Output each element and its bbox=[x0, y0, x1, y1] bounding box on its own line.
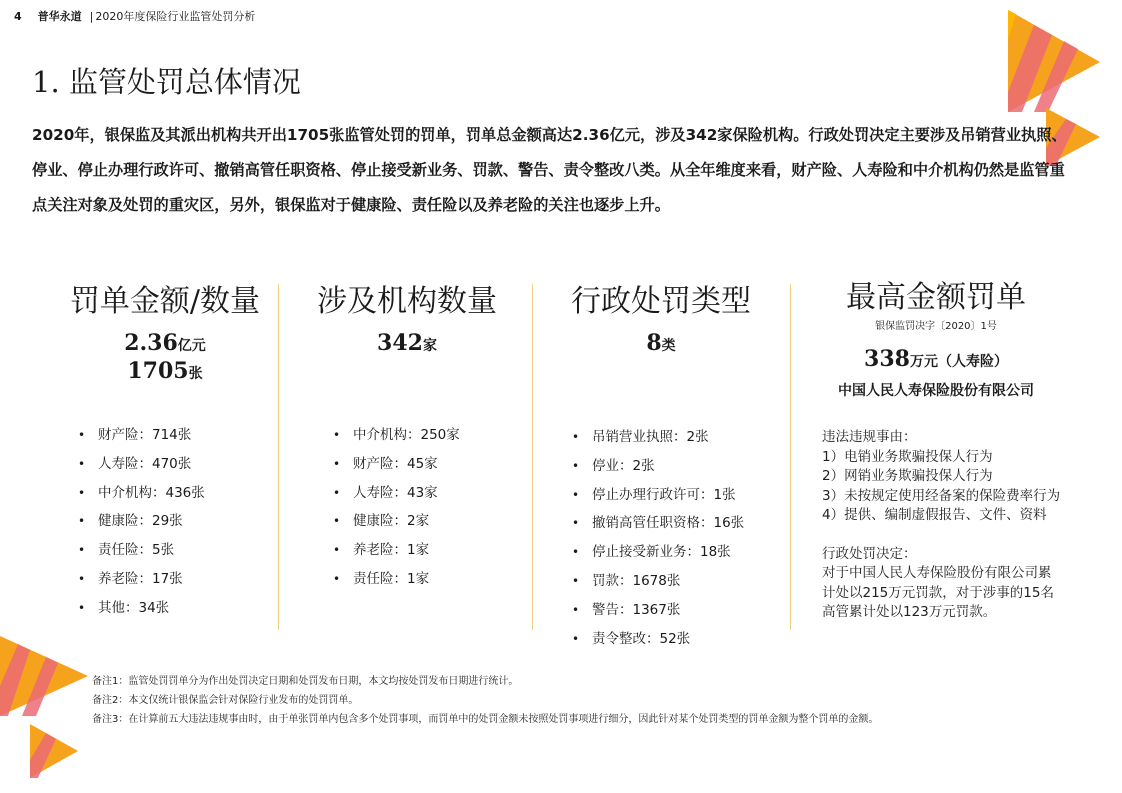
violations-heading: 违法违规事由： bbox=[822, 429, 917, 445]
violations-block bbox=[822, 428, 1062, 623]
list-item: • 罚款：1678张 bbox=[572, 567, 744, 596]
fines-count-value: 1705 bbox=[127, 358, 189, 384]
list-item: • 责任险：1家 bbox=[333, 565, 460, 594]
list-item: • 警告：1367张 bbox=[572, 596, 744, 625]
list-item: • 责任险：5张 bbox=[78, 536, 205, 565]
list-item: • 中介机构：436张 bbox=[78, 479, 205, 508]
footnote: 备注3：在计算前五大违法违规事由时，由于单张罚单内包含多个处罚事项，而罚单中的处罚金额未按照处罚事项进行细分，因此针对某个处罚类型的罚单金额为整个罚单的金额。 bbox=[92, 714, 879, 725]
decision-number: 银保监罚决字〔2020〕1号 bbox=[875, 321, 997, 332]
fines-amount-unit: 亿元 bbox=[177, 338, 206, 354]
list-item: • 人寿险：470张 bbox=[78, 450, 205, 479]
types-count-value: 8 bbox=[646, 330, 662, 356]
violation-item: 1）电销业务欺骗投保人行为 bbox=[822, 448, 993, 465]
max-fine-amount-unit: 万元（人寿险） bbox=[909, 354, 1008, 370]
list-item: • 停止办理行政许可：1张 bbox=[572, 481, 744, 510]
column-divider bbox=[278, 284, 279, 630]
column-divider bbox=[790, 284, 791, 630]
list-item: • 停业：2张 bbox=[572, 452, 744, 481]
decorative-triangle-bottom-left bbox=[0, 636, 92, 716]
decorative-triangle-top-right bbox=[1008, 10, 1104, 112]
footnote: 备注2：本文仅统计银保监会针对保险行业发布的处罚罚单。 bbox=[92, 695, 359, 706]
institutions-count-unit: 家 bbox=[422, 338, 437, 354]
list-item: • 其他：34张 bbox=[78, 594, 205, 623]
types-count-unit: 类 bbox=[661, 338, 676, 354]
fines-count bbox=[58, 358, 272, 384]
decision-heading: 行政处罚决定： bbox=[822, 545, 917, 562]
footnotes bbox=[92, 672, 878, 729]
list-item: • 养老险：1家 bbox=[333, 536, 460, 565]
max-fine-title: 最高金额罚单 bbox=[846, 280, 1026, 315]
header-separator: | bbox=[89, 9, 94, 23]
types-count bbox=[554, 330, 768, 356]
fines-list bbox=[78, 421, 205, 623]
page-number: 4 bbox=[14, 9, 22, 23]
violation-item: 4）提供、编制虚假报告、文件、资料 bbox=[822, 507, 1047, 523]
types-title: 行政处罚类型 bbox=[571, 284, 751, 319]
institutions-title: 涉及机构数量 bbox=[317, 284, 497, 319]
violation-item: 3）未按规定使用经备案的保险费率行为 bbox=[822, 487, 1061, 504]
types-column bbox=[554, 276, 768, 356]
types-list bbox=[572, 423, 744, 653]
list-item: • 中介机构：250家 bbox=[333, 421, 460, 450]
fines-amount bbox=[58, 330, 272, 356]
list-item: • 养老险：17张 bbox=[78, 565, 205, 594]
list-item: • 健康险：2家 bbox=[333, 507, 460, 536]
decorative-triangle-bottom-small bbox=[30, 724, 80, 778]
footnote: 备注1：监管处罚罚单分为作出处罚决定日期和处罚发布日期，本文均按处罚发布日期进行统计。 bbox=[92, 676, 519, 687]
column-divider bbox=[532, 284, 533, 630]
list-item: • 财产险：714张 bbox=[78, 421, 205, 450]
list-item: • 吊销营业执照：2张 bbox=[572, 423, 744, 452]
list-item: • 责令整改：52张 bbox=[572, 625, 744, 654]
list-item: • 撤销高管任职资格：16张 bbox=[572, 509, 744, 538]
brand-name: 普华永道 bbox=[37, 10, 82, 23]
fines-column bbox=[58, 276, 272, 384]
fines-amount-value: 2.36 bbox=[124, 330, 178, 356]
max-fine-amount bbox=[820, 346, 1052, 372]
decision-text: 对于中国人民人寿保险股份有限公司累计处以215万元罚款，对于涉事的15名高管累计处以123万元罚款。 bbox=[822, 565, 1054, 620]
page-header bbox=[14, 8, 255, 24]
violation-item: 2）网销业务欺骗投保人行为 bbox=[822, 468, 993, 484]
max-fine-amount-value: 338 bbox=[864, 346, 910, 372]
institutions-list bbox=[333, 421, 460, 594]
intro-paragraph: 2020年，银保监及其派出机构共开出1705张监管处罚的罚单，罚单总金额高达2.36亿元，涉及342家保险机构。行政处罚决定主要涉及吊销营业执照、停业、停止办理行政许可、撤销高管任职资格、停止接受新业务、罚款、警告、责令整改八类。从全年维度来看，财产险、人寿险和中介机构仍然是监管重点关注对象及处罚的重灾区，另外，银保监对于健康险、责任险以及养老险的关注也逐步上升。 bbox=[32, 126, 1067, 214]
institutions-column bbox=[300, 276, 514, 356]
list-item: • 人寿险：43家 bbox=[333, 479, 460, 508]
institutions-count-value: 342 bbox=[377, 330, 423, 356]
list-item: • 财产险：45家 bbox=[333, 450, 460, 479]
list-item: • 停止接受新业务：18张 bbox=[572, 538, 744, 567]
fines-count-unit: 张 bbox=[188, 366, 203, 382]
fines-title: 罚单金额/数量 bbox=[69, 284, 261, 319]
section-title: 1. 监管处罚总体情况 bbox=[32, 65, 301, 99]
company-name: 中国人民人寿保险股份有限公司 bbox=[838, 383, 1034, 399]
institutions-count bbox=[300, 330, 514, 356]
report-title: 2020年度保险行业监管处罚分析 bbox=[95, 10, 256, 23]
max-fine-column bbox=[820, 272, 1052, 372]
list-item: • 健康险：29张 bbox=[78, 507, 205, 536]
